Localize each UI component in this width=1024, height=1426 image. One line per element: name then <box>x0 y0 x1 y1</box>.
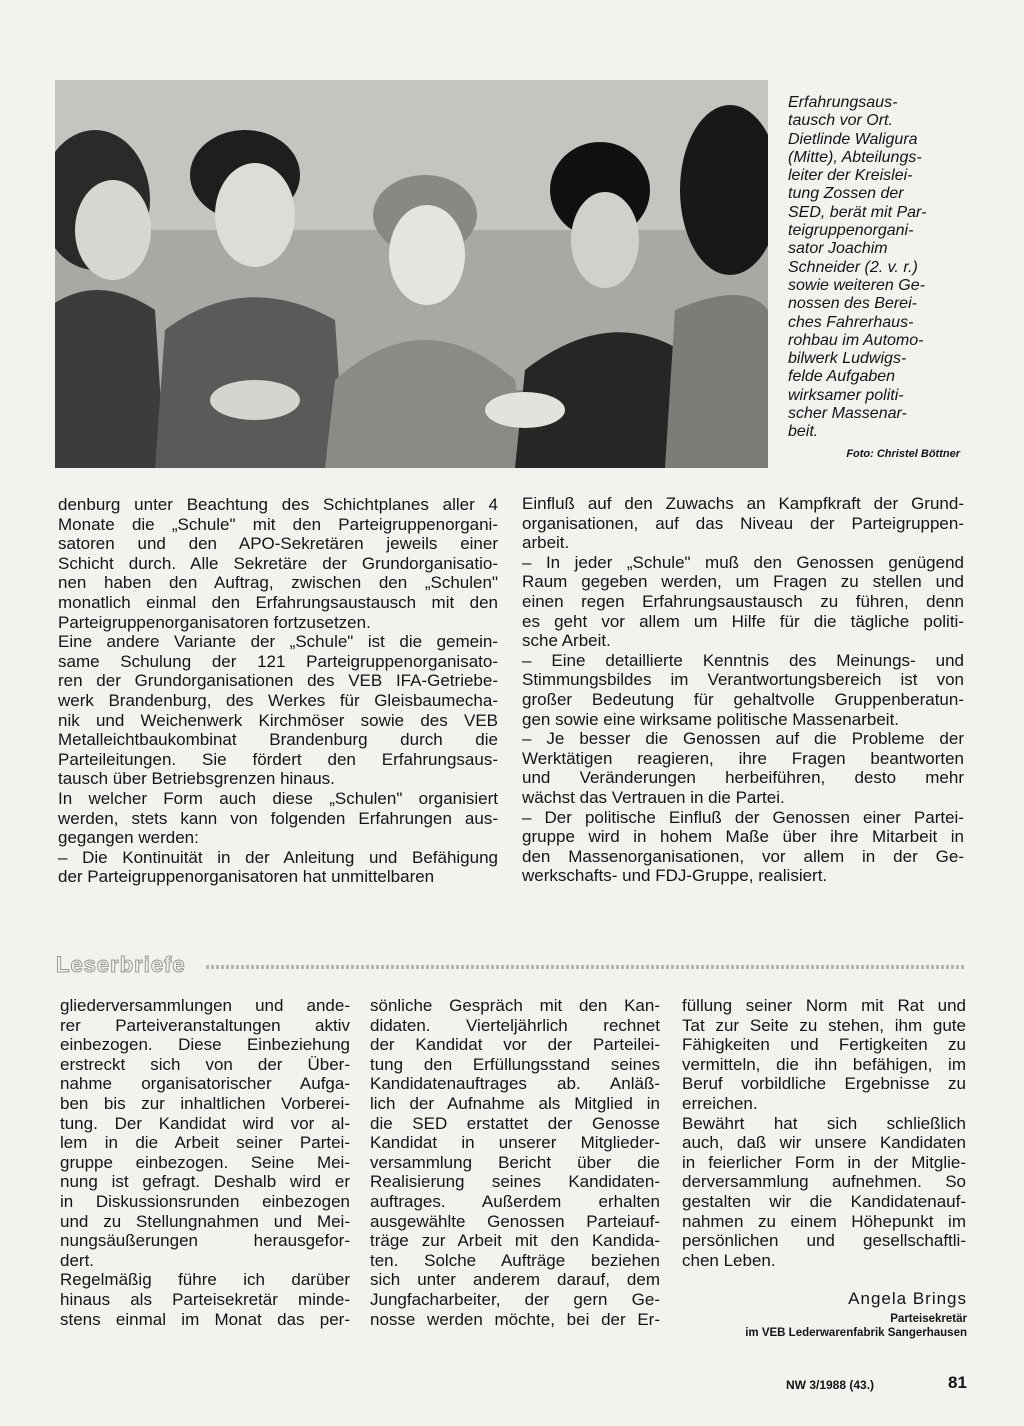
text-line: nen haben den Auftrag, zwischen den „Schulen" <box>58 573 498 593</box>
text-line: Schicht durch. Alle Sekretäre der Grundorganisatio- <box>58 553 498 573</box>
text-line: erstreckt sich von der Über- <box>60 1054 350 1074</box>
photo-credit: Foto: Christel Böttner <box>846 448 960 460</box>
text-line: ben bis zur inhaltlichen Vorberei- <box>60 1093 350 1113</box>
caption-line: tung Zossen der <box>788 185 904 203</box>
text-line: versammlung Bericht über die <box>370 1152 660 1172</box>
text-line: Kandidatenauftrages ab. Anläß- <box>370 1074 660 1094</box>
text-line: lich der Aufnahme als Mitglied in <box>370 1093 660 1113</box>
text-line: Jungfacharbeiter, der gern Ge- <box>370 1289 660 1309</box>
caption-line: teigruppenorgani- <box>788 222 914 240</box>
letter-column-3 <box>682 996 966 1270</box>
caption-line: Erfahrungsaus- <box>788 94 898 111</box>
text-line: vermitteln, die ihn befähigen, im <box>682 1054 966 1074</box>
article-column-left <box>58 495 498 887</box>
caption-line: Schneider (2. v. r.) <box>788 258 918 276</box>
text-line: Kandidat in unserer Mitglieder- <box>370 1133 660 1153</box>
article-column-right <box>522 494 964 886</box>
text-line: gen sowie eine wirksame politische Massenarbeit. <box>522 709 900 729</box>
text-line: der Kandidat vor der Parteilei- <box>370 1035 660 1055</box>
caption-line: tausch vor Ort. <box>788 112 893 130</box>
text-line: Monate die „Schule" mit den Parteigruppenorgani- <box>58 514 498 534</box>
text-line: monatlich einmal den Erfahrungsaustausch mit den <box>58 592 498 612</box>
text-line: – Eine detaillierte Kenntnis des Meinungs- und <box>522 650 964 670</box>
text-line: gruppe wird in hohem Maße über ihre Mitarbeit in <box>522 827 964 847</box>
text-line: gruppe einbezogen. Seine Mei- <box>60 1152 350 1172</box>
text-line: nungsäußerungen herausgefor- <box>60 1231 350 1251</box>
caption-line: scher Massenar- <box>788 405 907 423</box>
text-line: dert. <box>60 1250 95 1270</box>
caption-line: nossen des Berei- <box>788 295 917 313</box>
caption-line: bilwerk Ludwigs- <box>788 350 907 368</box>
section-title: Leserbriefe <box>56 952 186 977</box>
text-line: derversammlung aufnehmen. So <box>682 1172 966 1192</box>
text-line: Bewährt hat sich schließlich <box>682 1113 966 1133</box>
text-line: persönlichen und gesellschaftli- <box>682 1231 966 1251</box>
author-role <box>682 1312 967 1340</box>
text-line: tausch über Betriebsgrenzen hinaus. <box>58 769 335 789</box>
text-line: gegangen werden: <box>58 828 199 848</box>
text-line: ausgewählte Genossen Parteiauf- <box>370 1211 660 1231</box>
text-line: werden, stets kann von folgenden Erfahrungen aus- <box>58 808 498 828</box>
text-line: ren der Grundorganisationen des VEB IFA-Getriebe- <box>58 671 498 691</box>
text-line: der Parteigruppenorganisatoren hat unmittelbaren <box>58 867 435 887</box>
caption-line: sowie weiteren Ge- <box>788 276 925 294</box>
author-role-line-1: Parteisekretär <box>890 1313 967 1325</box>
text-line: lem in die Arbeit seiner Partei- <box>60 1133 350 1153</box>
text-line: gestalten wir die Kandidatenauf- <box>682 1191 966 1211</box>
text-line: Einfluß auf den Zuwachs an Kampfkraft der Grund- <box>522 494 964 513</box>
text-line: gliederversammlungen und ande- <box>60 996 350 1015</box>
text-line: In welcher Form auch diese „Schulen" organisiert <box>58 788 498 808</box>
text-line: auch, daß wir unsere Kandidaten <box>682 1133 966 1153</box>
caption-line: sator Joachim <box>788 240 888 258</box>
text-line: – In jeder „Schule" muß den Genossen genügend <box>522 552 964 572</box>
text-line: werkschafts- und FDJ-Gruppe, realisiert. <box>522 866 828 886</box>
caption-line: felde Aufgaben <box>788 368 896 386</box>
text-line: einen regen Erfahrungsaustausch zu führen, denn <box>522 591 964 611</box>
caption-line: leiter der Kreislei- <box>788 167 913 185</box>
page-number: 81 <box>948 1373 967 1392</box>
text-line: nahmen zu einem Höhepunkt im <box>682 1211 966 1231</box>
text-line: es geht vor allem um Hilfe für die tägliche politi- <box>522 611 964 631</box>
text-line: träge zur Arbeit mit den Kandida- <box>370 1231 660 1251</box>
text-line: nik und Weichenwerk Kirchmöser sowie des VEB <box>58 710 498 730</box>
caption-line: beit. <box>788 423 819 441</box>
text-line: Fähigkeiten und Fertigkeiten zu <box>682 1035 966 1055</box>
text-line: Eine andere Variante der „Schule" ist die gemein- <box>58 632 498 652</box>
photo-illustration <box>55 80 768 468</box>
text-line: Tat zur Seite zu stehen, ihm gute <box>682 1015 966 1035</box>
letter-column-2 <box>370 996 660 1329</box>
text-line: großer Bedeutung für gehaltvolle Gruppenberatun- <box>522 689 964 709</box>
author-role-line-2: im VEB Lederwarenfabrik Sangerhausen <box>745 1327 967 1339</box>
caption-line: SED, berät mit Par- <box>788 203 927 221</box>
text-line: satoren und den APO-Sekretären jeweils einer <box>58 534 498 554</box>
text-line: sich unter anderem darauf, dem <box>370 1270 660 1290</box>
text-line: auftrages. Außerdem erhalten <box>370 1191 660 1211</box>
text-line: und zu Stellungnahmen und Mei- <box>60 1211 350 1231</box>
text-line: wächst das Vertrauen in die Partei. <box>522 787 785 807</box>
text-line: denburg unter Beachtung des Schichtplanes aller 4 <box>58 495 498 514</box>
text-line: tung den Erfüllungsstand seines <box>370 1054 660 1074</box>
caption-line: wirksamer politi- <box>788 386 904 404</box>
text-line: nung ist gefragt. Deshalb wird er <box>60 1172 350 1192</box>
issue-label: NW 3/1988 (43.) <box>786 1378 875 1392</box>
text-line: ten. Solche Aufträge beziehen <box>370 1250 660 1270</box>
text-line: chen Leben. <box>682 1250 776 1270</box>
text-line: sche Arbeit. <box>522 631 611 651</box>
author-name: Angela Brings <box>848 1289 967 1308</box>
photo <box>55 80 768 468</box>
text-line: nosse werden möchte, bei der Er- <box>370 1309 660 1329</box>
text-line: organisationen, auf das Niveau der Parteigruppen- <box>522 513 964 533</box>
text-line: Metalleichtbaukombinat Brandenburg durch die <box>58 730 498 750</box>
text-line: stens einmal im Monat das per- <box>60 1309 350 1329</box>
text-line: Parteileitungen. Sie fördert den Erfahrungsaus- <box>58 749 498 769</box>
text-line: füllung seiner Norm mit Rat und <box>682 996 966 1015</box>
text-line: sönliche Gespräch mit den Kan- <box>370 996 660 1015</box>
text-line: Raum gegeben werden, um Fragen zu stellen und <box>522 572 964 592</box>
text-line: didaten. Vierteljährlich rechnet <box>370 1015 660 1035</box>
text-line: tung. Der Kandidat wird vor al- <box>60 1113 350 1133</box>
text-line: Realisierung seines Kandidaten- <box>370 1172 660 1192</box>
text-line: Stimmungsbildes im Verantwortungsbereich ist von <box>522 670 964 690</box>
text-line: nahme organisatorischer Aufga- <box>60 1074 350 1094</box>
text-line: hinaus als Parteisekretär minde- <box>60 1289 350 1309</box>
caption-line: rohbau im Automo- <box>788 331 924 349</box>
text-line: – Der politische Einfluß der Genossen einer Partei- <box>522 807 964 827</box>
section-rule <box>206 965 966 969</box>
text-line: in feierlicher Form in der Mitglie- <box>682 1152 966 1172</box>
text-line: arbeit. <box>522 533 570 553</box>
text-line: Beruf vorbildliche Ergebnisse zu <box>682 1074 966 1094</box>
text-line: Werktätigen reagieren, ihre Fragen beantworten <box>522 748 964 768</box>
text-line: – Je besser die Genossen auf die Probleme der <box>522 729 964 749</box>
section-header <box>56 952 966 982</box>
text-line: Regelmäßig führe ich darüber <box>60 1270 350 1290</box>
text-line: same Schulung der 121 Parteigruppenorganisato- <box>58 651 498 671</box>
caption-line: Dietlinde Waligura <box>788 130 918 148</box>
text-line: – Die Kontinuität in der Anleitung und Befähigung <box>58 847 498 867</box>
text-line: erreichen. <box>682 1093 758 1113</box>
caption-line: ches Fahrerhaus- <box>788 313 914 331</box>
text-line: werk Brandenburg, des Werkes für Gleisbaumecha- <box>58 690 498 710</box>
text-line: in Diskussionsrunden einbezogen <box>60 1191 350 1211</box>
text-line: den Massenorganisationen, vor allem in der Ge- <box>522 846 964 866</box>
text-line: einbezogen. Diese Einbeziehung <box>60 1035 350 1055</box>
text-line: und Veränderungen herbeiführen, desto mehr <box>522 768 964 788</box>
text-line: rer Parteiveranstaltungen aktiv <box>60 1015 350 1035</box>
letter-column-1 <box>60 996 350 1329</box>
photo-caption <box>788 94 963 442</box>
caption-line: (Mitte), Abteilungs- <box>788 148 922 166</box>
text-line: Parteigruppenorganisatoren fortzusetzen. <box>58 612 371 632</box>
text-line: die SED erstattet der Genosse <box>370 1113 660 1133</box>
